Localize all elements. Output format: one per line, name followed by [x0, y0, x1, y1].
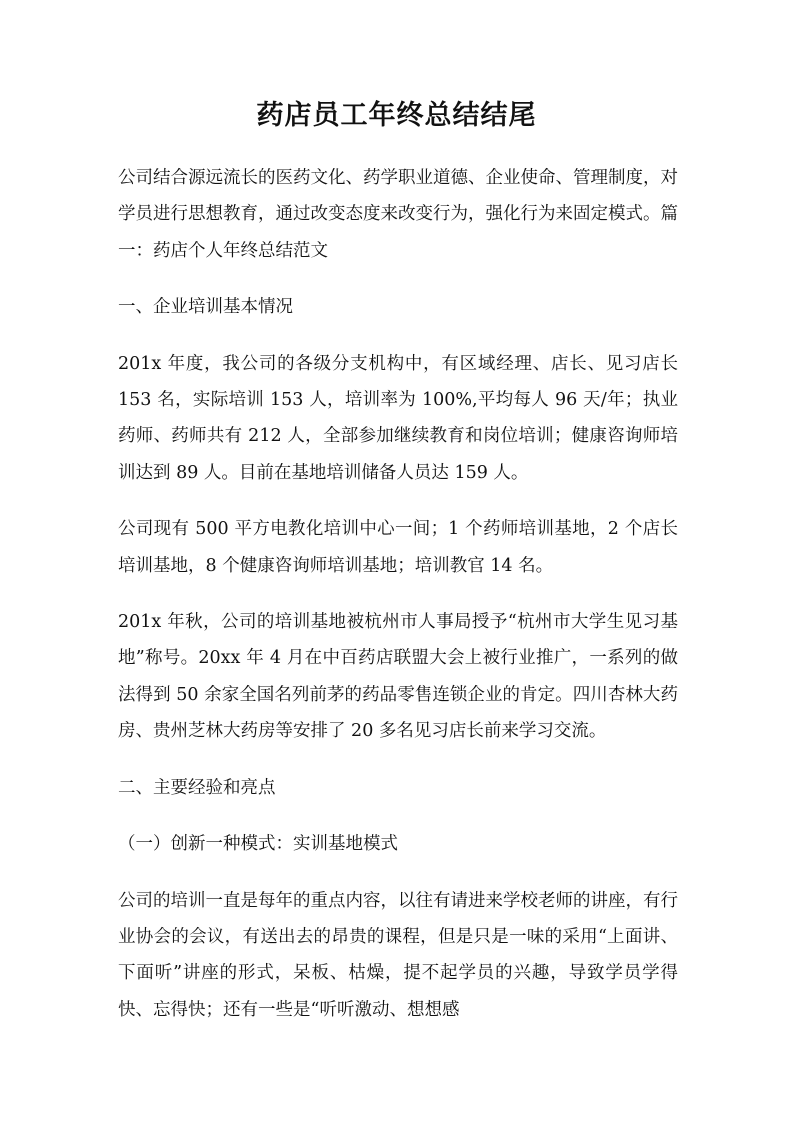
- document-title: 药店员工年终总结结尾: [256, 100, 537, 131]
- body-paragraph: 201x 年秋，公司的培训基地被杭州市人事局授予“杭州市大学生见习基地”称号。20xx 年 4 月在中百药店联盟大会上被行业推广，一系列的做法得到 50 余家全国名列前茅的药品零售连锁企业的肯定。四川杏林大药房、贵州芝林大药房等安排了 20 多名见习店长前来学习交流。: [118, 612, 678, 742]
- body-paragraph: 公司的培训一直是每年的重点内容，以往有请进来学校老师的讲座，有行业协会的会议，有送出去的昂贵的课程，但是只是一味的采用“上面讲、下面听”讲座的形式，呆板、枯燥，提不起学员的兴趣，导致学员学得快、忘得快；还有一些是“听听激动、想想感: [118, 890, 678, 1020]
- subsection-heading: （一）创新一种模式：实训基地模式: [118, 834, 398, 855]
- body-paragraph: 公司结合源远流长的医药文化、药学职业道德、企业使命、管理制度，对学员进行思想教育，通过改变态度来改变行为，强化行为来固定模式。篇一：药店个人年终总结范文: [118, 168, 678, 261]
- section-heading: 二、主要经验和亮点: [118, 777, 276, 798]
- body-paragraph: 201x 年度，我公司的各级分支机构中，有区域经理、店长、见习店长 153 名，实际培训 153 人，培训率为 100%,平均每人 96 天/年；执业药师、药师共有 212 人，全部参加继续教育和岗位培训；健康咨询师培训达到 89 人。目前在基地培训储备人员达 159 人。: [118, 353, 678, 483]
- section-heading: 一、企业培训基本情况: [118, 297, 293, 318]
- document-body: [118, 160, 678, 1048]
- body-paragraph: 公司现有 500 平方电教化培训中心一间；1 个药师培训基地，2 个店长培训基地，8 个健康咨询师培训基地；培训教官 14 名。: [118, 519, 678, 576]
